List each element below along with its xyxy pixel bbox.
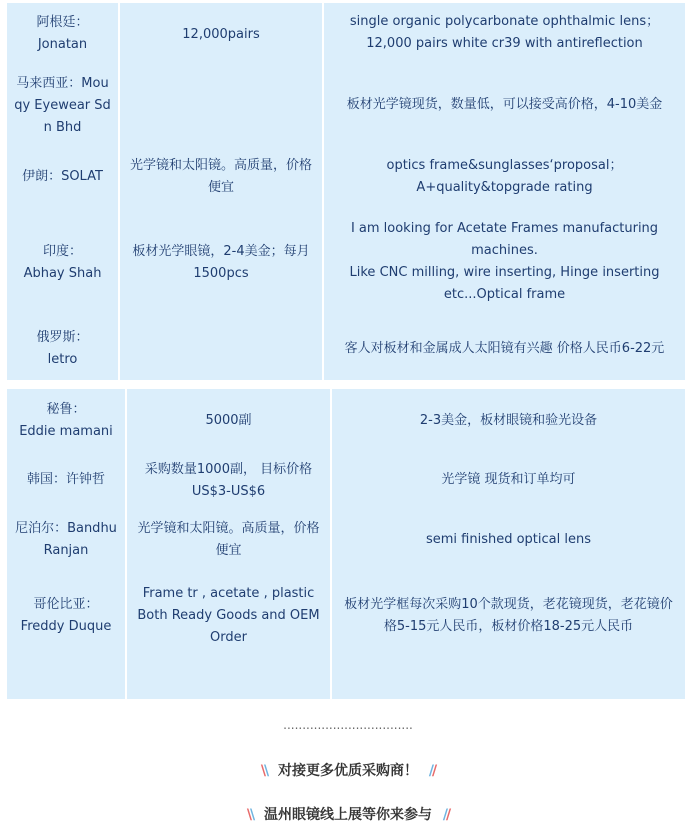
buyer-cell [7,397,125,445]
buyer-table-2 [7,389,685,699]
buyer-cell [7,592,125,640]
cta-line-1 [0,760,696,780]
dotted-divider: .................................. [283,718,413,732]
buyer-country: 伊朗：SOLAT [22,169,103,184]
buyer-country: 阿根廷： [36,15,89,30]
buyer-cell [7,9,118,59]
buyer-cell [7,165,118,189]
details-cell: 光学镜 现货和订单均可 [441,472,576,487]
buyer-name: Freddy Duque [20,619,112,634]
buyer-name: Ranjan [43,543,89,558]
slash-decoration-icon: \ [264,763,268,779]
slash-decoration-icon: / [442,807,446,823]
details-cell: I am looking for Acetate Frames manufacturing machines. Like CNC milling, wire inserting, Hinge inserting etc...Optical frame [349,221,660,302]
buyer-country: 马来西亚：Mou [16,76,109,91]
slash-decoration-icon: / [432,763,436,779]
details-cell: semi finished optical lens [425,532,591,547]
details-cell: 2-3美金，板材眼镜和验光设备 [419,413,598,428]
buyer-cell [7,516,125,564]
buyer-cell [7,325,118,373]
quantity-cell: 光学镜和太阳镜。高质量，价格便宜 [137,521,320,558]
quantity-cell: 5000副 [205,413,252,428]
quantity-cell: 光学镜和太阳镜。高质量，价格便宜 [130,158,313,195]
cta-line-2 [0,804,696,824]
buyer-cell [7,73,118,139]
details-cell: single organic polycarbonate ophthalmic lens；12,000 pairs white cr39 with antireflection [349,14,660,51]
slash-decoration-icon: \ [250,807,254,823]
quantity-cell: 采购数量1000副， 目标价格US$3-US$6 [144,462,313,499]
buyer-country: 印度： [42,244,82,259]
quantity-cell: Frame tr , acetate , plastic Both Ready Goods and OEM Order [137,586,320,645]
buyer-name: qy Eyewear Sd n Bhd [14,98,111,135]
buyer-country: 哥伦比亚： [33,597,99,612]
buyer-name: letro [47,352,78,367]
slash-decoration-icon: / [446,807,450,823]
slash-decoration-icon: \ [246,807,250,823]
buyer-country: 秘鲁： [46,402,86,417]
details-cell: optics frame&sunglasses‘proposal；A+quality&topgrade rating [386,158,623,195]
details-cell: 板材光学镜现货，数量低，可以接受高价格，4-10美金 [346,97,663,112]
slash-decoration-icon: \ [260,763,264,779]
details-cell: 客人对板材和金属成人太阳镜有兴趣 价格人民币6-22元 [344,341,665,356]
details-cell: 板材光学框每次采购10个款现货，老花镜现货，老花镜价格5-15元人民币，板材价格18-25元人民币 [344,597,673,634]
buyer-country: 尼泊尔：Bandhu [15,521,117,536]
buyer-country: 韩国：许钟哲 [26,472,105,487]
buyer-table-1 [7,3,685,380]
buyer-cell [7,468,125,492]
buyer-name: Eddie mamani [19,424,113,439]
slash-decoration-icon: / [428,763,432,779]
buyer-cell [7,239,118,287]
cta-text-1: 对接更多优质采购商！ [278,763,418,779]
buyer-name: Abhay Shah [23,266,102,281]
quantity-cell: 12,000pairs [182,27,260,42]
quantity-cell: 板材光学眼镜，2-4美金；每月1500pcs [132,244,310,281]
cta-text-2: 温州眼镜线上展等你来参与 [264,807,432,823]
buyer-name: Jonatan [37,37,88,52]
buyer-country: 俄罗斯： [36,330,89,345]
